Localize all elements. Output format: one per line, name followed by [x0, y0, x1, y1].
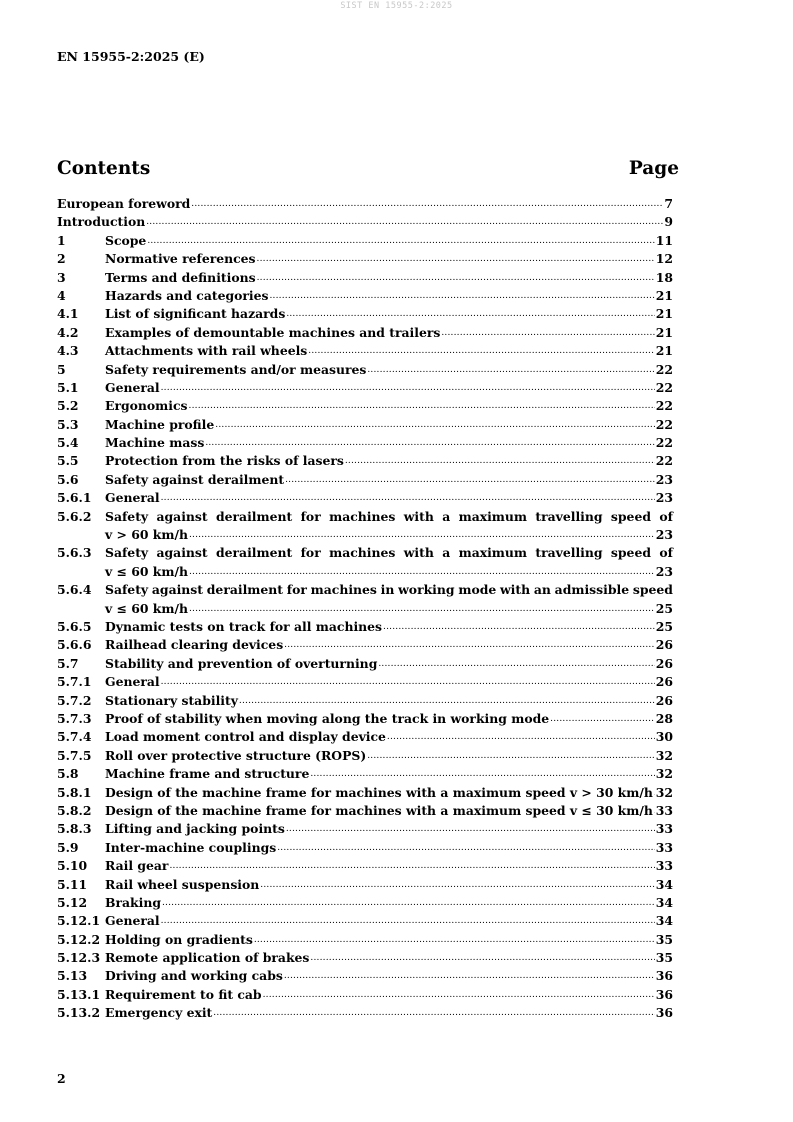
toc-entry[interactable]	[57, 949, 673, 967]
toc-entry-page: 11	[655, 232, 673, 248]
toc-leader-dots	[310, 765, 654, 783]
toc-leader-dots	[169, 857, 654, 875]
toc-entry-title-word: an	[533, 582, 551, 598]
toc-leader-dots	[270, 287, 655, 305]
toc-leader-dots	[146, 213, 663, 231]
toc-entry-page: 30	[655, 729, 673, 745]
toc-entry-number: 5.6.1	[57, 490, 92, 506]
toc-leader-dots	[161, 912, 655, 930]
toc-entry-number: 5.3	[57, 416, 79, 432]
toc-entry-title: Scope	[105, 232, 147, 248]
toc-entry-number: 5.12.3	[57, 950, 101, 966]
toc-entry-title-line1	[105, 544, 673, 562]
toc-entry[interactable]	[57, 802, 673, 820]
toc-entry[interactable]	[57, 324, 673, 342]
toc-entry-title: Load moment control and display device	[105, 729, 386, 745]
toc-entry[interactable]	[57, 710, 673, 728]
toc-entry-title-word: machines	[329, 508, 396, 524]
toc-entry-title-word: speed	[610, 508, 651, 524]
toc-entry-number: 5.4	[57, 435, 79, 451]
toc-entry-number: 5.1	[57, 379, 79, 395]
toc-entry-number: 5.7.1	[57, 674, 92, 690]
toc-entry-title: Rail gear	[105, 858, 169, 874]
toc-entry-number: 5.11	[57, 876, 88, 892]
toc-entry-title: Hazards and categories	[105, 287, 269, 303]
toc-entry[interactable]	[57, 912, 673, 930]
toc-entry-page: 26	[655, 692, 673, 708]
toc-entry-page: 32	[655, 766, 673, 782]
toc-entry-title-word: derailment	[215, 545, 293, 561]
toc-entry-title: Stability and prevention of overturning	[105, 655, 378, 671]
toc-entry-title-word: speed	[632, 582, 673, 598]
toc-entry-number: 5.8	[57, 766, 79, 782]
toc-entry[interactable]	[57, 967, 673, 985]
toc-entry[interactable]	[57, 452, 673, 470]
toc-entry-title-word: maximum	[458, 508, 528, 524]
toc-entry-page: 22	[655, 453, 673, 469]
toc-leader-dots	[284, 636, 655, 654]
toc-leader-dots	[383, 618, 655, 636]
toc-entry-title: Railhead clearing devices	[105, 637, 284, 653]
toc-entry-title: European foreword	[57, 196, 191, 211]
toc-entry-title-word: of	[659, 545, 673, 561]
toc-entry-page: 22	[655, 416, 673, 432]
toc-entry-page: 33	[655, 858, 673, 874]
toc-entry-page: 26	[655, 674, 673, 690]
toc-entry-page: 23	[655, 471, 673, 487]
toc-entry[interactable]	[57, 269, 673, 287]
toc-leader-dots	[254, 931, 655, 949]
toc-entry[interactable]	[57, 1004, 673, 1022]
toc-entry-number: 4.3	[57, 343, 79, 359]
toc-entry[interactable]	[57, 379, 673, 397]
toc-entry-title-word: admissible	[554, 582, 630, 598]
toc-leader-dots	[257, 250, 655, 268]
toc-entry-page: 33	[655, 839, 673, 855]
toc-entry-title-line2: v ≤ 60 km/h	[105, 600, 188, 616]
toc-entry-title-word: for	[286, 582, 307, 598]
toc-entry-page: 33	[655, 802, 673, 818]
toc-entry-title-word: of	[659, 508, 673, 524]
toc-entry[interactable]	[57, 287, 673, 305]
toc-entry-title-line2: v > 60 km/h	[105, 527, 188, 543]
toc-leader-dots	[161, 379, 655, 397]
toc-leader-dots	[277, 839, 655, 857]
toc-entry-page: 32	[655, 747, 673, 763]
toc-entry-page: 25	[655, 600, 673, 616]
toc-leader-dots	[257, 269, 655, 287]
toc-leader-dots	[308, 342, 654, 360]
toc-entry[interactable]	[57, 765, 673, 783]
toc-entry-number: 5.8.1	[57, 784, 92, 800]
toc-entry-page: 22	[655, 435, 673, 451]
toc-entry-page: 23	[655, 563, 673, 579]
toc-entry[interactable]	[57, 673, 673, 691]
toc-entry-page: 25	[655, 619, 673, 635]
toc-leader-dots	[286, 820, 655, 838]
toc-leader-dots	[215, 416, 654, 434]
toc-leader-dots	[263, 986, 655, 1004]
toc-entry-title-word: with	[500, 582, 531, 598]
toc-leader-dots	[310, 949, 654, 967]
toc-leader-dots	[189, 397, 655, 415]
toc-entry-number: 5.12	[57, 894, 88, 910]
toc-entry-title-word: against	[156, 508, 208, 524]
toc-entry-title-word: Safety	[105, 508, 149, 524]
toc-entry[interactable]	[57, 305, 673, 323]
toc-entry-page: 22	[655, 361, 673, 377]
toc-entry-title-word: machines	[329, 545, 396, 561]
toc-entry[interactable]	[57, 232, 673, 250]
toc-leader-dots	[189, 526, 655, 544]
toc-entry[interactable]	[57, 857, 673, 875]
toc-entry-number: 5.7.5	[57, 747, 92, 763]
toc-entry-title: Safety requirements and/or measures	[105, 361, 367, 377]
toc-entry-number: 5.7.3	[57, 710, 92, 726]
toc-entry-title-line2: v ≤ 60 km/h	[105, 563, 188, 579]
toc-entry[interactable]	[57, 894, 673, 912]
toc-entry-title-word: travelling	[535, 545, 603, 561]
toc-entry-title-word: a	[442, 545, 451, 561]
toc-entry-title: Normative references	[105, 251, 256, 267]
toc-entry-title: Remote application of brakes	[105, 950, 310, 966]
toc-entry-title: Proof of stability when moving along the track in working mode	[105, 710, 550, 726]
toc-entry-page: 36	[655, 1005, 673, 1021]
toc-leader-dots	[191, 195, 663, 213]
toc-entry-title-word: a	[442, 508, 451, 524]
toc-entry-number: 5.5	[57, 453, 79, 469]
toc-entry-title: Safety against derailment	[105, 471, 285, 487]
toc-leader-dots	[147, 232, 654, 250]
toc-entry[interactable]	[57, 636, 673, 654]
toc-entry-title: Stationary stability	[105, 692, 238, 708]
toc-entry-number: 4.1	[57, 306, 79, 322]
toc-entry-title-word: Safety	[105, 582, 149, 598]
toc-entry-title-word: derailment	[206, 582, 284, 598]
toc-leader-dots	[260, 876, 654, 894]
toc-entry-title-word: working	[398, 582, 455, 598]
toc-entry-page: 21	[655, 287, 673, 303]
toc-entry[interactable]	[57, 692, 673, 710]
toc-entry-number: 5.13.1	[57, 986, 101, 1002]
toc-entry-number: 5.13	[57, 968, 88, 984]
toc-entry-title: Ergonomics	[105, 398, 188, 414]
toc-entry-title: Dynamic tests on track for all machines	[105, 619, 383, 635]
toc-entry-number: 5.2	[57, 398, 79, 414]
toc-entry-page: 26	[655, 655, 673, 671]
toc-entry-title-word: for	[300, 545, 321, 561]
toc-entry-page: 9	[664, 214, 673, 230]
toc-entry-page: 12	[655, 251, 673, 267]
toc-leader-dots	[285, 471, 655, 489]
toc-entry-number: 5.6.2	[57, 508, 92, 524]
toc-entry-page: 21	[655, 306, 673, 322]
toc-leader-dots	[654, 784, 655, 802]
toc-entry-title: Holding on gradients	[105, 931, 253, 947]
toc-entry-title: Lifting and jacking points	[105, 821, 285, 837]
toc-entry-page: 34	[655, 876, 673, 892]
toc-entry-title-word: mode	[458, 582, 497, 598]
toc-entry-number: 3	[57, 269, 66, 285]
toc-entry-page: 32	[655, 784, 673, 800]
toc-entry-title: Rail wheel suspension	[105, 876, 260, 892]
toc-entry-page: 26	[655, 637, 673, 653]
toc-entry[interactable]	[57, 839, 673, 857]
toc-leader-dots	[239, 692, 655, 710]
toc-entry-title-word: Safety	[105, 545, 149, 561]
toc-entry-page: 18	[655, 269, 673, 285]
toc-entry[interactable]	[57, 471, 673, 489]
toc-leader-dots	[189, 563, 655, 581]
toc-entry-title: General	[105, 674, 160, 690]
toc-entry-title-word: against	[151, 582, 204, 598]
toc-leader-dots	[161, 673, 655, 691]
toc-entry[interactable]	[57, 434, 673, 452]
toc-entry-title-word: derailment	[215, 508, 293, 524]
table-of-contents	[57, 195, 673, 1023]
toc-entry[interactable]	[57, 342, 673, 360]
toc-leader-dots	[345, 452, 655, 470]
toc-entry-title: Inter-machine couplings	[105, 839, 277, 855]
toc-entry[interactable]	[57, 250, 673, 268]
toc-entry[interactable]	[57, 361, 673, 379]
toc-entry-number: 2	[57, 251, 66, 267]
toc-leader-dots	[378, 655, 654, 673]
toc-entry-title: Terms and definitions	[105, 269, 256, 285]
toc-entry-title: Introduction	[57, 214, 146, 230]
toc-entry-page: 28	[655, 710, 673, 726]
contents-title: Contents	[57, 158, 151, 179]
toc-leader-dots	[189, 600, 655, 618]
toc-leader-dots	[550, 710, 655, 728]
toc-leader-dots	[367, 361, 654, 379]
toc-entry[interactable]	[57, 728, 673, 746]
toc-leader-dots	[654, 802, 655, 820]
toc-entry-title-word: against	[156, 545, 208, 561]
toc-entry-number: 5.8.3	[57, 821, 92, 837]
toc-leader-dots	[284, 967, 655, 985]
toc-entry-title: Braking	[105, 894, 161, 910]
toc-entry-page: 34	[655, 894, 673, 910]
toc-entry-number: 4	[57, 287, 66, 303]
toc-entry[interactable]	[57, 931, 673, 949]
toc-entry-title-word: with	[403, 508, 434, 524]
toc-entry-page: 33	[655, 821, 673, 837]
toc-entry-number: 5.9	[57, 839, 79, 855]
toc-entry[interactable]	[57, 416, 673, 434]
toc-entry-title: Examples of demountable machines and trailers	[105, 324, 441, 340]
toc-entry-page: 22	[655, 398, 673, 414]
toc-leader-dots	[213, 1004, 654, 1022]
toc-entry[interactable]	[57, 986, 673, 1004]
toc-leader-dots	[367, 747, 655, 765]
toc-entry-title: Driving and working cabs	[105, 968, 283, 984]
toc-leader-dots	[162, 894, 655, 912]
toc-entry-page: 21	[655, 324, 673, 340]
toc-entry[interactable]	[57, 397, 673, 415]
watermark: SIST EN 15955-2:2025	[340, 1, 453, 11]
toc-entry-page: 34	[655, 913, 673, 929]
toc-entry-title-word: speed	[610, 545, 651, 561]
toc-entry-page: 23	[655, 490, 673, 506]
toc-entry[interactable]	[57, 784, 673, 802]
toc-entry[interactable]	[57, 508, 673, 545]
toc-entry-title-word: for	[300, 508, 321, 524]
toc-entry-title: General	[105, 913, 160, 929]
toc-leader-dots	[205, 434, 654, 452]
toc-entry-page: 36	[655, 986, 673, 1002]
toc-entry-title: Machine frame and structure	[105, 766, 310, 782]
toc-leader-dots	[387, 728, 655, 746]
toc-entry[interactable]	[57, 581, 673, 618]
toc-entry[interactable]	[57, 195, 673, 213]
toc-entry-page: 22	[655, 379, 673, 395]
toc-entry-number: 5.8.2	[57, 802, 92, 818]
toc-leader-dots	[161, 489, 655, 507]
toc-entry-page: 23	[655, 527, 673, 543]
toc-entry[interactable]	[57, 618, 673, 636]
toc-entry[interactable]	[57, 747, 673, 765]
toc-entry[interactable]	[57, 876, 673, 894]
document-id: EN 15955-2:2025 (E)	[57, 49, 205, 64]
toc-entry-page: 35	[655, 931, 673, 947]
toc-entry-number: 5	[57, 361, 66, 377]
contents-header	[57, 158, 679, 179]
toc-entry-title-word: travelling	[535, 508, 603, 524]
page-number: 2	[57, 1071, 66, 1086]
toc-entry-number: 5.7	[57, 655, 79, 671]
toc-entry-title: Roll over protective structure (ROPS)	[105, 747, 367, 763]
toc-entry-title: Design of the machine frame for machines with a maximum speed v > 30 km/h	[105, 784, 653, 800]
toc-entry-title: General	[105, 490, 160, 506]
toc-entry-number: 5.6	[57, 471, 79, 487]
toc-entry-number: 5.13.2	[57, 1005, 101, 1021]
toc-entry-title: General	[105, 379, 160, 395]
toc-entry-title: Machine profile	[105, 416, 215, 432]
toc-entry-title: Protection from the risks of lasers	[105, 453, 344, 469]
toc-entry-number: 4.2	[57, 324, 79, 340]
toc-entry-page: 35	[655, 950, 673, 966]
toc-entry-title: Requirement to fit cab	[105, 986, 262, 1002]
toc-entry-title-word: in	[380, 582, 395, 598]
toc-entry-number: 5.6.6	[57, 637, 92, 653]
toc-entry-number: 5.7.4	[57, 729, 92, 745]
toc-entry[interactable]	[57, 655, 673, 673]
page-column-header: Page	[628, 158, 679, 179]
toc-entry-number: 5.7.2	[57, 692, 92, 708]
toc-entry-number: 5.12.1	[57, 913, 101, 929]
toc-entry-title-line1	[105, 581, 673, 599]
toc-entry-number: 5.10	[57, 858, 88, 874]
toc-entry-number: 5.6.5	[57, 619, 92, 635]
toc-entry-title-word: with	[403, 545, 434, 561]
toc-entry[interactable]	[57, 213, 673, 231]
toc-entry-title-word: maximum	[458, 545, 528, 561]
toc-entry-title-word: machines	[310, 582, 377, 598]
toc-leader-dots	[286, 305, 654, 323]
toc-entry[interactable]	[57, 544, 673, 581]
toc-entry-title: Design of the machine frame for machines with a maximum speed v ≤ 30 km/h	[105, 802, 653, 818]
toc-entry-title-line1	[105, 508, 673, 526]
toc-entry[interactable]	[57, 489, 673, 507]
toc-entry-title: Attachments with rail wheels	[105, 343, 308, 359]
toc-leader-dots	[441, 324, 654, 342]
toc-entry[interactable]	[57, 820, 673, 838]
toc-entry-number: 5.6.4	[57, 582, 92, 598]
toc-entry-page: 36	[655, 968, 673, 984]
toc-entry-number: 1	[57, 232, 66, 248]
toc-entry-title: Machine mass	[105, 435, 205, 451]
toc-entry-number: 5.12.2	[57, 931, 101, 947]
toc-entry-title: Emergency exit	[105, 1005, 213, 1021]
toc-entry-title: List of significant hazards	[105, 306, 286, 322]
toc-entry-number: 5.6.3	[57, 545, 92, 561]
toc-entry-page: 21	[655, 343, 673, 359]
toc-entry-page: 7	[664, 196, 673, 211]
